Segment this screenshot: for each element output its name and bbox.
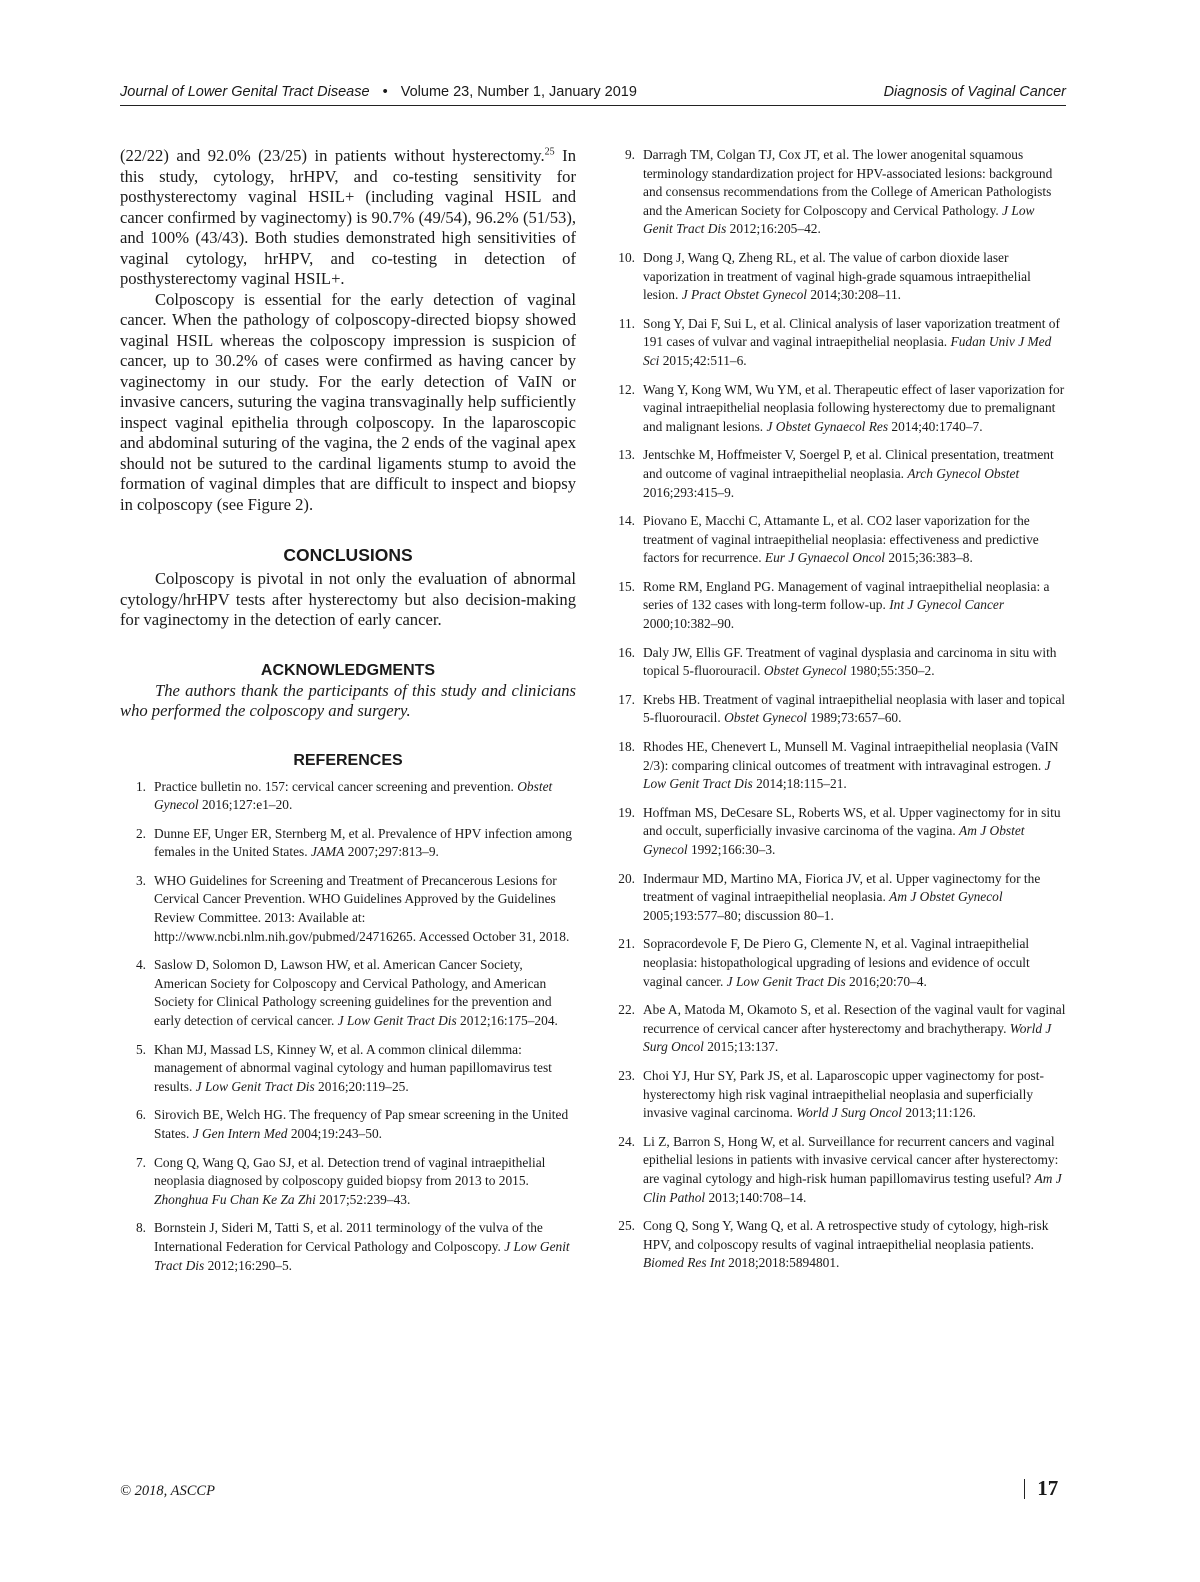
reference-number: 15. bbox=[618, 578, 635, 594]
running-title: Diagnosis of Vaginal Cancer bbox=[883, 84, 1066, 100]
reference-text bbox=[154, 1219, 576, 1275]
para1-text-b: In this study, cytology, hrHPV, and co-testing sensitivity for posthysterectomy vaginal HSIL+ (including vaginal HSIL and cancer confirmed by vaginectomy) is 90.7% (49/54), 96.2% (51/53), and 100% (43/43). Both studies demonstrated high sensitivities of vaginal cytology, hrHPV, and co-testing in detection of posthysterectomy vaginal HSIL+. bbox=[120, 146, 576, 288]
reference-citation: 2014;30:208–11. bbox=[807, 287, 901, 303]
reference-journal: Am J Clin Pathol bbox=[643, 1170, 1062, 1205]
reference-text bbox=[154, 1154, 576, 1210]
reference-text bbox=[154, 1041, 576, 1097]
reference-text bbox=[643, 249, 1066, 305]
reference-item bbox=[120, 1219, 576, 1275]
reference-number: 11. bbox=[618, 315, 635, 331]
reference-number: 1. bbox=[135, 778, 146, 794]
reference-citation: 2016;127:e1–20. bbox=[198, 797, 293, 813]
reference-number: 21. bbox=[618, 936, 635, 952]
reference-item bbox=[609, 738, 1066, 794]
reference-authors-title: Dunne EF, Unger ER, Sternberg M, et al. Prevalence of HPV infection among females in the United States. bbox=[154, 825, 572, 860]
reference-item bbox=[609, 935, 1066, 991]
reference-authors-title: Bornstein J, Sideri M, Tatti S, et al. 2011 terminology of the vulva of the International Federation for Cervical Pathology and Colposcopy. bbox=[154, 1220, 543, 1254]
reference-text bbox=[643, 691, 1066, 728]
reference-number: 4. bbox=[135, 957, 146, 973]
running-header bbox=[120, 84, 1066, 106]
references-heading: REFERENCES bbox=[293, 751, 403, 769]
reference-text bbox=[643, 512, 1066, 568]
reference-citation: 2012;16:175–204. bbox=[456, 1013, 558, 1029]
reference-text bbox=[643, 644, 1066, 681]
reference-authors-title: Hoffman MS, DeCesare SL, Roberts WS, et al. Upper vaginectomy for in situ and occult, superficially invasive carcinoma of the vagina. bbox=[643, 804, 1061, 839]
reference-journal: J Low Genit Tract Dis bbox=[643, 757, 1051, 792]
reference-citation: 2018;2018:5894801. bbox=[724, 1255, 840, 1271]
reference-journal: Obstet Gynecol bbox=[724, 710, 807, 726]
reference-item bbox=[609, 249, 1066, 305]
reference-citation: 2015;36:383–8. bbox=[885, 550, 973, 566]
reference-item bbox=[609, 691, 1066, 728]
reference-item bbox=[609, 315, 1066, 371]
reference-journal: Am J Obstet Gynecol bbox=[643, 823, 1025, 857]
para1-text-a: (22/22) and 92.0% (23/25) in patients without hysterectomy. bbox=[120, 146, 545, 165]
reference-text bbox=[643, 1133, 1066, 1207]
reference-authors-title: Jentschke M, Hoffmeister V, Soergel P, et al. Clinical presentation, treatment and outcome of vaginal intraepithelial neoplasia. bbox=[643, 447, 1054, 481]
reference-journal: J Low Genit Tract Dis bbox=[154, 1238, 570, 1273]
reference-citation: 1992;166:30–3. bbox=[687, 842, 776, 857]
reference-citation: 2015;42:511–6. bbox=[659, 352, 747, 368]
reference-journal: J Low Genit Tract Dis bbox=[726, 973, 846, 989]
reference-number: 13. bbox=[618, 447, 635, 463]
reference-citation: 2017;52:239–43. bbox=[315, 1191, 411, 1207]
reference-text bbox=[643, 315, 1066, 371]
reference-journal: World J Surg Oncol bbox=[643, 1020, 1052, 1055]
reference-citation: 2016;20:70–4. bbox=[845, 973, 927, 989]
reference-text bbox=[154, 778, 576, 815]
reference-citation: 2005;193:577–80; discussion 80–1. bbox=[643, 907, 834, 923]
reference-text bbox=[643, 146, 1066, 239]
reference-item bbox=[120, 825, 576, 862]
reference-number: 14. bbox=[618, 513, 635, 529]
copyright: © 2018, ASCCP bbox=[120, 1483, 215, 1499]
reference-item bbox=[609, 1217, 1066, 1273]
reference-number: 5. bbox=[135, 1041, 146, 1057]
conclusions-text: Colposcopy is pivotal in not only the evaluation of abnormal cytology/hrHPV tests after hysterectomy but also decision-making for vaginectomy in the detection of early cancer. bbox=[120, 569, 576, 629]
reference-item bbox=[609, 512, 1066, 568]
reference-number: 2. bbox=[135, 825, 146, 841]
reference-citation: 2014;40:1740–7. bbox=[888, 418, 983, 434]
reference-text bbox=[643, 1217, 1066, 1273]
body-paragraph-2: Colposcopy is essential for the early detection of vaginal cancer. When the pathology of colposcopy-directed biopsy showed vaginal HSIL whereas the colposcopy impression is suspicion of cancer, up to 30.2% of cases were confirmed as having cancer by vaginectomy in our study. For the early detection of VaIN or invasive cancers, suturing the vagina transvaginally help sufficiently inspect vaginal epithelia through colposcopy. In the laparoscopic and abdominal suturing of the vagina, the 2 ends of the vaginal apex should not be sutured to the cardinal ligaments stump to avoid the formation of vaginal dimples that are difficult to inspect and biopsy in colposcopy (see Figure 2). bbox=[120, 289, 576, 514]
reference-citation: 2007;297:813–9. bbox=[344, 844, 439, 860]
reference-item bbox=[120, 778, 576, 815]
journal-name: Journal of Lower Genital Tract Disease bbox=[120, 84, 370, 100]
reference-authors-title: Song Y, Dai F, Sui L, et al. Clinical analysis of laser vaporization treatment of 191 cases of vulvar and vaginal intraepithelial neoplasia. bbox=[643, 315, 1060, 350]
reference-list-right bbox=[609, 146, 1066, 1273]
reference-journal: Eur J Gynaecol Oncol bbox=[764, 550, 886, 566]
reference-text bbox=[643, 1001, 1066, 1057]
reference-journal: J Gen Intern Med bbox=[192, 1126, 288, 1141]
reference-citation: 2015;13:137. bbox=[703, 1039, 779, 1055]
citation-superscript: 25 bbox=[544, 146, 555, 158]
acknowledgments-heading: ACKNOWLEDGMENTS bbox=[260, 661, 436, 679]
reference-authors-title: Dong J, Wang Q, Zheng RL, et al. The value of carbon dioxide laser vaporization in treatment of vaginal high-grade squamous intraepithelial lesion. bbox=[643, 249, 1031, 303]
reference-item bbox=[609, 1133, 1066, 1207]
reference-item bbox=[609, 870, 1066, 926]
reference-journal: J Obstet Gynaecol Res bbox=[766, 418, 889, 434]
reference-authors-title: Sirovich BE, Welch HG. The frequency of Pap smear screening in the United States. bbox=[154, 1107, 569, 1141]
reference-number: 16. bbox=[618, 644, 635, 660]
reference-journal: Fudan Univ J Med Sci bbox=[643, 334, 1052, 368]
reference-number: 23. bbox=[618, 1067, 635, 1083]
reference-authors-title: Krebs HB. Treatment of vaginal intraepithelial neoplasia with laser and topical 5-fluorouracil. bbox=[643, 691, 1066, 726]
reference-journal: Int J Gynecol Cancer bbox=[889, 597, 1005, 613]
reference-number: 17. bbox=[618, 691, 635, 707]
right-column bbox=[609, 146, 1066, 1283]
reference-journal: J Low Genit Tract Dis bbox=[195, 1078, 315, 1094]
reference-citation: 2012;16:205–42. bbox=[726, 221, 821, 237]
reference-item bbox=[120, 1041, 576, 1097]
reference-number: 7. bbox=[135, 1154, 146, 1170]
reference-number: 3. bbox=[135, 872, 146, 888]
reference-journal: Biomed Res Int bbox=[643, 1255, 725, 1271]
left-column bbox=[120, 146, 576, 1285]
reference-list-left bbox=[120, 778, 576, 1276]
reference-authors-title: WHO Guidelines for Screening and Treatment of Precancerous Lesions for Cervical Cancer Prevention. WHO Guidelines Approved by the Guidelines Review Committee. 2013: Available at: http://www.ncbi.nlm.nih.gov/pubmed/24716265. Accessed October 31, 2018. bbox=[154, 872, 570, 944]
reference-journal: J Low Genit Tract Dis bbox=[643, 202, 1035, 237]
reference-journal: Obstet Gynecol bbox=[154, 778, 553, 813]
reference-number: 10. bbox=[618, 249, 635, 265]
reference-number: 8. bbox=[135, 1220, 146, 1236]
reference-item bbox=[609, 146, 1066, 239]
reference-item bbox=[609, 804, 1066, 860]
reference-authors-title: Piovano E, Macchi C, Attamante L, et al. CO2 laser vaporization for the treatment of vaginal intraepithelial neoplasia: effectiveness and predictive factors for recurrence. bbox=[643, 513, 1039, 566]
reference-text bbox=[154, 1106, 576, 1143]
volume-info: Volume 23, Number 1, January 2019 bbox=[400, 84, 637, 100]
reference-number: 12. bbox=[618, 381, 635, 397]
reference-citation: 1980;55:350–2. bbox=[846, 663, 935, 679]
reference-journal: Am J Obstet Gynecol bbox=[889, 889, 1003, 905]
reference-number: 18. bbox=[618, 739, 635, 755]
reference-authors-title: Saslow D, Solomon D, Lawson HW, et al. American Cancer Society, American Society for Colposcopy and Cervical Pathology, and American Society for Clinical Pathology screening guidelines for the prevention and early detection of cervical cancer. bbox=[154, 957, 552, 1029]
reference-text bbox=[154, 956, 576, 1030]
page-number-divider bbox=[1024, 1479, 1025, 1499]
reference-text bbox=[643, 804, 1066, 860]
reference-journal: J Pract Obstet Gynecol bbox=[681, 287, 807, 303]
header-bullet: • bbox=[382, 84, 388, 100]
reference-item bbox=[609, 644, 1066, 681]
reference-text bbox=[643, 578, 1066, 634]
reference-authors-title: Wang Y, Kong WM, Wu YM, et al. Therapeutic effect of laser vaporization for vaginal intraepithelial neoplasia following hysterectomy due to premalignant and malignant lesions. bbox=[643, 381, 1065, 434]
reference-authors-title: Darragh TM, Colgan TJ, Cox JT, et al. The lower anogenital squamous terminology standardization project for HPV-associated lesions: background and consensus recommendations from the College of American Pathologists and the American Society for Colposcopy and Cervical Pathology. bbox=[643, 147, 1053, 218]
reference-number: 6. bbox=[135, 1107, 146, 1123]
reference-authors-title: Indermaur MD, Martino MA, Fiorica JV, et al. Upper vaginectomy for the treatment of vaginal intraepithelial neoplasia. bbox=[643, 870, 1041, 905]
reference-item bbox=[120, 1154, 576, 1210]
reference-item bbox=[609, 446, 1066, 502]
reference-text bbox=[643, 446, 1066, 502]
reference-citation: 2013;140:708–14. bbox=[705, 1189, 807, 1205]
reference-item bbox=[609, 1067, 1066, 1123]
reference-authors-title: Li Z, Barron S, Hong W, et al. Surveillance for recurrent cancers and vaginal epithelial lesions in patients with invasive cervical cancer after hysterectomy: are vaginal cytology and high-risk human papillomavirus testing useful? bbox=[643, 1133, 1059, 1186]
reference-text bbox=[643, 935, 1066, 991]
reference-citation: 1989;73:657–60. bbox=[806, 710, 902, 726]
reference-journal: Zhonghua Fu Chan Ke Za Zhi bbox=[154, 1191, 316, 1207]
reference-item bbox=[120, 872, 576, 946]
reference-text bbox=[643, 738, 1066, 794]
reference-journal: Obstet Gynecol bbox=[763, 663, 847, 679]
reference-text bbox=[643, 870, 1066, 926]
reference-item bbox=[120, 956, 576, 1030]
acknowledgments-text: The authors thank the participants of this study and clinicians who performed the colposcopy and surgery. bbox=[120, 680, 576, 720]
reference-authors-title: Cong Q, Song Y, Wang Q, et al. A retrospective study of cytology, high-risk HPV, and colposcopy results of vaginal intraepithelial neoplasia patients. bbox=[643, 1218, 1049, 1252]
reference-citation: 2012;16:290–5. bbox=[204, 1257, 293, 1273]
reference-authors-title: Cong Q, Wang Q, Gao SJ, et al. Detection trend of vaginal intraepithelial neoplasia diagnosed by colposcopy guided biopsy from 2013 to 2015. bbox=[154, 1154, 546, 1189]
reference-citation: 2004;19:243–50. bbox=[287, 1126, 382, 1141]
reference-number: 20. bbox=[618, 870, 635, 886]
reference-item bbox=[120, 1106, 576, 1143]
reference-text bbox=[643, 381, 1066, 437]
reference-authors-title: Choi YJ, Hur SY, Park JS, et al. Laparoscopic upper vaginectomy for post-hysterectomy high risk vaginal intraepithelial neoplasia and superficially invasive vaginal carcinoma. bbox=[643, 1067, 1044, 1121]
header-journal-volume bbox=[120, 84, 637, 100]
reference-authors-title: Daly JW, Ellis GF. Treatment of vaginal dysplasia and carcinoma in situ with topical 5-fluorouracil. bbox=[643, 644, 1057, 679]
reference-authors-title: Practice bulletin no. 157: cervical cancer screening and prevention. bbox=[154, 778, 518, 794]
reference-citation: 2013;11:126. bbox=[901, 1105, 976, 1121]
reference-journal: World J Surg Oncol bbox=[796, 1105, 902, 1121]
reference-authors-title: Khan MJ, Massad LS, Kinney W, et al. A common clinical dilemma: management of abnormal vaginal cytology and human papillomavirus test results. bbox=[154, 1041, 552, 1094]
reference-journal: JAMA bbox=[310, 844, 345, 860]
reference-authors-title: Sopracordevole F, De Piero G, Clemente N, et al. Vaginal intraepithelial neoplasia: histopathological upgrading of lesions and evidence of occult vaginal cancer. bbox=[643, 936, 1030, 989]
page-number-block bbox=[1024, 1476, 1058, 1501]
reference-number: 9. bbox=[624, 147, 635, 162]
reference-text bbox=[643, 1067, 1066, 1123]
reference-journal: Arch Gynecol Obstet bbox=[907, 465, 1020, 481]
page-number: 17 bbox=[1037, 1476, 1059, 1500]
body-paragraph-1 bbox=[120, 146, 576, 290]
reference-text bbox=[154, 825, 576, 862]
reference-text bbox=[154, 872, 576, 946]
reference-citation: 2000;10:382–90. bbox=[643, 616, 735, 632]
reference-number: 25. bbox=[618, 1218, 635, 1234]
reference-authors-title: Rhodes HE, Chenevert L, Munsell M. Vaginal intraepithelial neoplasia (VaIN 2/3): comparing clinical outcomes of treatment with intravaginal estrogen. bbox=[643, 739, 1059, 773]
reference-number: 19. bbox=[618, 804, 635, 820]
reference-item bbox=[609, 381, 1066, 437]
reference-item bbox=[609, 1001, 1066, 1057]
reference-number: 24. bbox=[618, 1133, 635, 1149]
reference-citation: 2014;18:115–21. bbox=[752, 776, 847, 792]
reference-citation: 2016;20:119–25. bbox=[314, 1078, 409, 1094]
reference-citation: 2016;293:415–9. bbox=[643, 484, 735, 500]
reference-number: 22. bbox=[618, 1002, 635, 1018]
reference-authors-title: Rome RM, England PG. Management of vaginal intraepithelial neoplasia: a series of 132 cases with long-term follow-up. bbox=[643, 578, 1050, 613]
reference-item bbox=[609, 578, 1066, 634]
reference-journal: J Low Genit Tract Dis bbox=[337, 1013, 457, 1029]
conclusions-heading: CONCLUSIONS bbox=[283, 545, 413, 565]
reference-authors-title: Abe A, Matoda M, Okamoto S, et al. Resection of the vaginal vault for vaginal recurrence of cervical cancer after hysterectomy and brachytherapy. bbox=[643, 1002, 1066, 1036]
